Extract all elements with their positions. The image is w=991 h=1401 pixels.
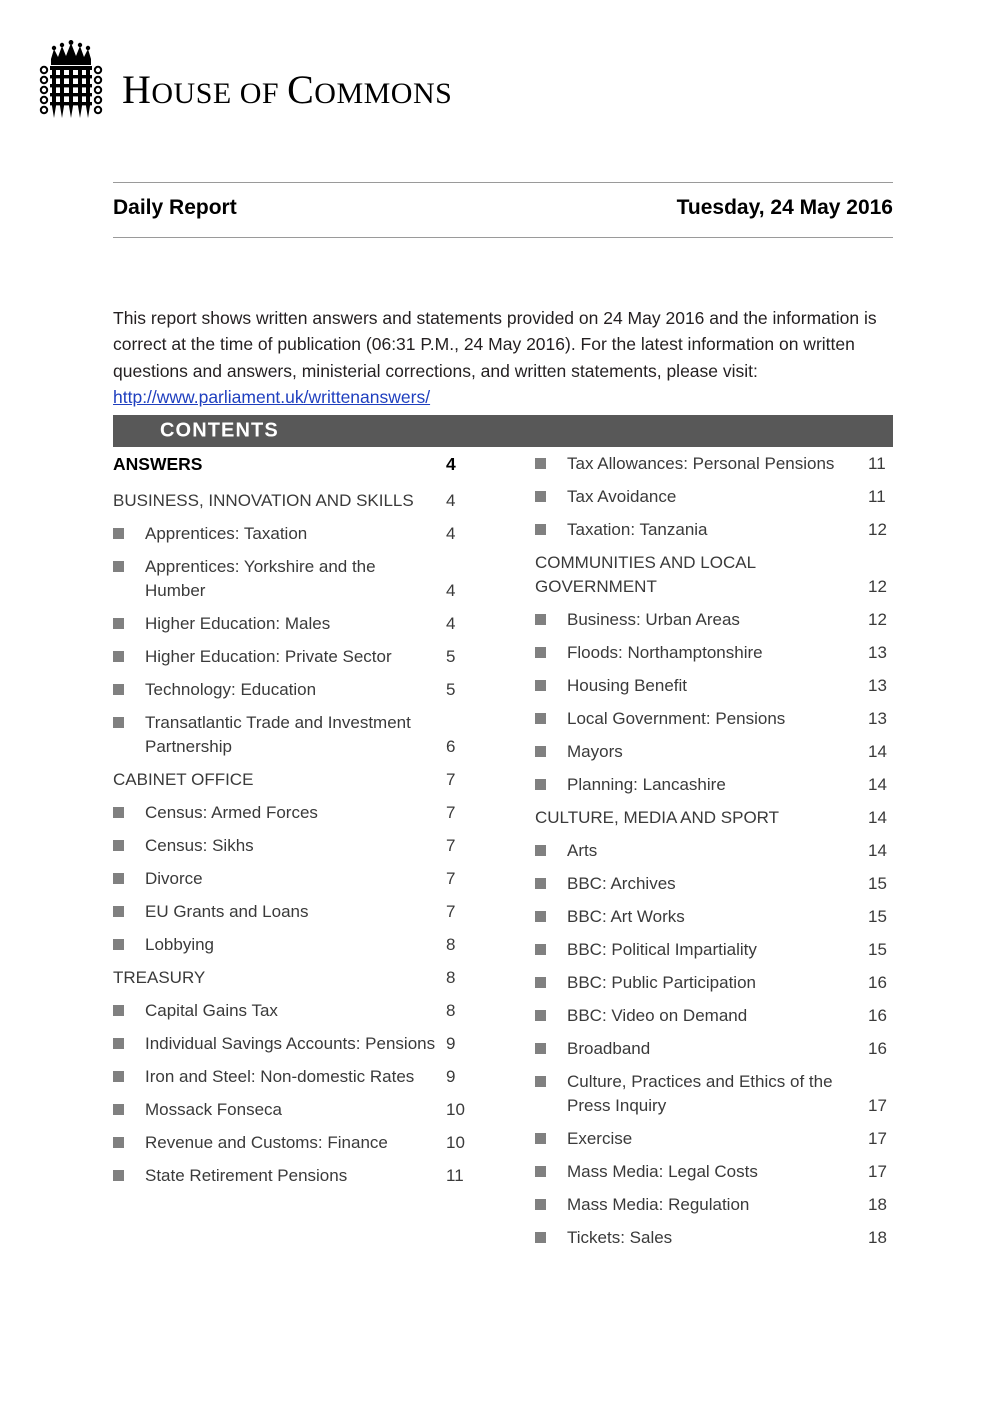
toc-entry[interactable] [113, 867, 480, 891]
toc-bullet-cell [113, 555, 145, 572]
toc-page-number: 6 [446, 737, 456, 756]
toc-page-number: 18 [868, 1228, 887, 1247]
toc-entry[interactable] [535, 1226, 902, 1250]
toc-entry[interactable] [535, 740, 902, 764]
toc-entry[interactable] [113, 1164, 480, 1188]
toc-entry[interactable] [113, 555, 480, 603]
square-bullet-icon [535, 977, 546, 988]
toc-entry[interactable] [535, 485, 902, 509]
square-bullet-icon [113, 651, 124, 662]
toc-entry[interactable] [535, 1037, 902, 1061]
toc-page-number: 17 [868, 1096, 887, 1115]
toc-entry[interactable] [535, 674, 902, 698]
toc-page-number: 9 [446, 1067, 456, 1086]
toc-page-number: 7 [446, 836, 456, 855]
square-bullet-icon [113, 1038, 124, 1049]
toc-entry-label: COMMUNITIES AND LOCAL GOVERNMENT [535, 553, 756, 596]
written-answers-link[interactable]: http://www.parliament.uk/writtenanswers/ [113, 387, 431, 407]
masthead [38, 38, 452, 138]
toc-page-number: 13 [868, 676, 887, 695]
wordmark-h: H [122, 67, 152, 112]
toc-entry-label: Arts [567, 841, 598, 860]
toc-bullet-cell [113, 933, 145, 950]
toc-entry-label: Apprentices: Yorkshire and the Humber [145, 557, 376, 600]
toc-page-number: 17 [868, 1129, 887, 1148]
toc-entry-label: BBC: Art Works [567, 907, 685, 926]
toc-entry-label: Mayors [567, 742, 623, 761]
toc-bullet-cell [113, 612, 145, 629]
wordmark-ouse: OUSE [151, 77, 232, 110]
toc-entry-label: CABINET OFFICE [113, 770, 254, 789]
toc-entry-label: Transatlantic Trade and Investment Partnership [145, 713, 411, 756]
toc-entry-label: Housing Benefit [567, 676, 688, 695]
square-bullet-icon [535, 944, 546, 955]
toc-bullet-cell [113, 522, 145, 539]
toc-left-column [113, 452, 480, 1259]
toc-entry-label: Broadband [567, 1039, 651, 1058]
toc-entry-label: Census: Sikhs [145, 836, 254, 855]
contents-banner-label: CONTENTS [160, 419, 279, 442]
toc-entry-label: BBC: Archives [567, 874, 676, 893]
toc-answers-row [113, 452, 480, 476]
toc-page-number: 10 [446, 1100, 465, 1119]
square-bullet-icon [113, 840, 124, 851]
toc-entry[interactable] [113, 1131, 480, 1155]
toc-entry[interactable] [535, 641, 902, 665]
square-bullet-icon [535, 845, 546, 856]
toc-entry[interactable] [535, 1160, 902, 1184]
toc-page-number: 14 [868, 841, 887, 860]
toc-entry[interactable] [535, 971, 902, 995]
toc-entry-label: BBC: Political Impartiality [567, 940, 757, 959]
toc-bullet-cell [535, 740, 567, 757]
toc-entry[interactable] [535, 872, 902, 896]
toc-section-heading [535, 551, 902, 599]
toc-page-number: 4 [446, 614, 456, 633]
toc-section-heading [113, 489, 480, 513]
toc-page-number: 15 [868, 874, 887, 893]
toc-bullet-cell [535, 1070, 567, 1087]
toc-page-number: 14 [868, 742, 887, 761]
toc-entry[interactable] [113, 522, 480, 546]
toc-page-number: 8 [446, 968, 456, 987]
toc-entry[interactable] [113, 999, 480, 1023]
toc-entry-label: Exercise [567, 1129, 633, 1148]
toc-page-number: 15 [868, 940, 887, 959]
toc-entry[interactable] [535, 905, 902, 929]
square-bullet-icon [113, 906, 124, 917]
toc-entry-label: BBC: Video on Demand [567, 1006, 748, 1025]
toc-bullet-cell [113, 867, 145, 884]
square-bullet-icon [535, 614, 546, 625]
rule-below-title [113, 237, 893, 238]
toc-entry[interactable] [113, 1098, 480, 1122]
toc-entry-label: Apprentices: Taxation [145, 524, 308, 543]
toc-entry[interactable] [535, 839, 902, 863]
toc-bullet-cell [113, 1065, 145, 1082]
toc-entry-label: Mass Media: Legal Costs [567, 1162, 758, 1181]
toc-bullet-cell [535, 1004, 567, 1021]
toc-bullet-cell [113, 1098, 145, 1115]
report-date: Tuesday, 24 May 2016 [676, 196, 893, 219]
square-bullet-icon [113, 873, 124, 884]
toc-bullet-cell [535, 485, 567, 502]
square-bullet-icon [535, 491, 546, 502]
toc-entry-label: Revenue and Customs: Finance [145, 1133, 388, 1152]
toc-page-number: 16 [868, 1039, 887, 1058]
toc-bullet-cell [113, 801, 145, 818]
toc-page-number: 4 [446, 581, 456, 600]
toc-entry-label: Iron and Steel: Non-domestic Rates [145, 1067, 415, 1086]
toc-entry-label: Planning: Lancashire [567, 775, 726, 794]
square-bullet-icon [113, 939, 124, 950]
toc-page-number: 11 [868, 487, 886, 506]
toc-page-number: 4 [446, 491, 456, 510]
toc-page-number: 7 [446, 902, 456, 921]
toc-page-number: 11 [446, 1166, 464, 1185]
toc-bullet-cell [535, 905, 567, 922]
toc-entry-label: Tax Avoidance [567, 487, 677, 506]
toc-bullet-cell [113, 678, 145, 695]
toc-page-number: 11 [868, 454, 886, 473]
toc-page-number: 18 [868, 1195, 887, 1214]
toc-entry[interactable] [113, 801, 480, 825]
toc-page-number: 5 [446, 680, 456, 699]
toc-entry-label: Mossack Fonseca [145, 1100, 282, 1119]
toc-entry[interactable] [113, 1032, 480, 1056]
square-bullet-icon [113, 684, 124, 695]
toc-entry-label: CULTURE, MEDIA AND SPORT [535, 808, 780, 827]
toc-entry-label: EU Grants and Loans [145, 902, 309, 921]
square-bullet-icon [113, 561, 124, 572]
toc-page-number: 4 [446, 524, 456, 543]
toc-right-column [535, 452, 902, 1259]
square-bullet-icon [535, 1043, 546, 1054]
toc-bullet-cell [113, 1032, 145, 1049]
toc-bullet-cell [535, 707, 567, 724]
toc-entry[interactable] [535, 518, 902, 542]
toc-entry[interactable] [535, 1127, 902, 1151]
wordmark [122, 67, 453, 112]
toc-entry-label: Business: Urban Areas [567, 610, 740, 629]
toc-entry-label: BUSINESS, INNOVATION AND SKILLS [113, 491, 414, 510]
toc-section-heading [113, 768, 480, 792]
toc-bullet-cell [113, 834, 145, 851]
page-title: Daily Report [113, 196, 237, 219]
toc-page-number: 5 [446, 647, 456, 666]
wordmark-ommons: OMMONS [314, 77, 453, 110]
square-bullet-icon [113, 807, 124, 818]
rule-above-title [113, 182, 893, 183]
toc-bullet-cell [113, 900, 145, 917]
toc-page-number: 12 [868, 610, 887, 629]
toc-entry-label: Higher Education: Males [145, 614, 331, 633]
square-bullet-icon [535, 878, 546, 889]
toc-page-number: 10 [446, 1133, 465, 1152]
toc-bullet-cell [535, 641, 567, 658]
toc-entry[interactable] [535, 608, 902, 632]
toc-page-number: 16 [868, 1006, 887, 1025]
square-bullet-icon [535, 746, 546, 757]
square-bullet-icon [535, 647, 546, 658]
toc-entry-label: BBC: Public Participation [567, 973, 756, 992]
toc-entry-label: State Retirement Pensions [145, 1166, 348, 1185]
title-row [113, 196, 893, 220]
toc-entry[interactable] [535, 938, 902, 962]
toc-bullet-cell [535, 608, 567, 625]
square-bullet-icon [113, 528, 124, 539]
toc-page-number: 13 [868, 709, 887, 728]
toc-bullet-cell [535, 1160, 567, 1177]
toc-bullet-cell [113, 645, 145, 662]
toc-entry-label: Higher Education: Private Sector [145, 647, 392, 666]
toc-page-number: 4 [446, 454, 456, 474]
square-bullet-icon [535, 680, 546, 691]
toc-entry-label: Tickets: Sales [567, 1228, 673, 1247]
square-bullet-icon [535, 1232, 546, 1243]
toc-entry[interactable] [113, 834, 480, 858]
wordmark-of-text: OF [239, 77, 280, 110]
toc-bullet-cell [113, 711, 145, 728]
toc-page-number: 7 [446, 770, 456, 789]
toc-section-heading [535, 806, 902, 830]
toc-page-number: 15 [868, 907, 887, 926]
square-bullet-icon [113, 1170, 124, 1181]
toc-bullet-cell [113, 1164, 145, 1181]
toc-entry[interactable] [535, 1193, 902, 1217]
toc-entry-label: Divorce [145, 869, 203, 888]
square-bullet-icon [113, 618, 124, 629]
contents-banner [113, 415, 893, 447]
toc-entry[interactable] [113, 645, 480, 669]
toc-bullet-cell [535, 1193, 567, 1210]
toc-page-number: 14 [868, 775, 887, 794]
toc-entry-label: Lobbying [145, 935, 215, 954]
toc-page-number: 8 [446, 1001, 456, 1020]
toc-section-heading [113, 966, 480, 990]
toc-page-number: 8 [446, 935, 456, 954]
toc-entry[interactable] [113, 711, 480, 759]
square-bullet-icon [535, 713, 546, 724]
square-bullet-icon [535, 779, 546, 790]
portcullis-crown-icon [38, 40, 104, 136]
toc-entry-label: ANSWERS [113, 454, 203, 474]
square-bullet-icon [113, 1005, 124, 1016]
wordmark-c: C [287, 67, 315, 112]
toc-entry-label: Local Government: Pensions [567, 709, 786, 728]
square-bullet-icon [535, 1199, 546, 1210]
square-bullet-icon [535, 524, 546, 535]
toc-entry[interactable] [535, 1004, 902, 1028]
toc-bullet-cell [535, 452, 567, 469]
toc-page-number: 14 [868, 808, 887, 827]
toc-bullet-cell [113, 1131, 145, 1148]
intro-text: This report shows written answers and statements provided on 24 May 2016 and the information is correct at the time of publication (06:31 P.M., 24 May 2016). For the latest information on written questions and answers, ministerial corrections, and written statements, please visit: [113, 307, 877, 381]
toc-page-number: 12 [868, 520, 887, 539]
square-bullet-icon [535, 1166, 546, 1177]
toc-bullet-cell [535, 773, 567, 790]
toc-entry[interactable] [535, 452, 902, 476]
wordmark-of [232, 77, 240, 110]
toc-entry-label: TREASURY [113, 968, 206, 987]
toc-entry-label: Census: Armed Forces [145, 803, 318, 822]
toc-entry[interactable] [113, 1065, 480, 1089]
toc-page-number: 7 [446, 869, 456, 888]
toc-entry[interactable] [113, 933, 480, 957]
toc-bullet-cell [535, 1127, 567, 1144]
toc-bullet-cell [535, 674, 567, 691]
wordmark-space2 [279, 77, 287, 110]
toc-bullet-cell [535, 938, 567, 955]
toc-page-number: 13 [868, 643, 887, 662]
toc-bullet-cell [535, 839, 567, 856]
toc-entry[interactable] [535, 707, 902, 731]
toc-entry[interactable] [113, 612, 480, 636]
toc-entry-label: Individual Savings Accounts: Pensions [145, 1034, 436, 1053]
toc-bullet-cell [535, 1037, 567, 1054]
toc-entry-label: Culture, Practices and Ethics of the Press Inquiry [567, 1072, 833, 1115]
toc-entry[interactable] [113, 900, 480, 924]
square-bullet-icon [535, 1076, 546, 1087]
toc-page-number: 12 [868, 577, 887, 596]
square-bullet-icon [535, 1010, 546, 1021]
square-bullet-icon [113, 1104, 124, 1115]
toc-entry-label: Tax Allowances: Personal Pensions [567, 454, 835, 473]
toc-entry-label: Taxation: Tanzania [567, 520, 708, 539]
table-of-contents [113, 452, 903, 1259]
toc-entry-label: Capital Gains Tax [145, 1001, 278, 1020]
toc-bullet-cell [535, 971, 567, 988]
intro-paragraph [113, 305, 885, 411]
toc-entry[interactable] [535, 1070, 902, 1118]
toc-entry[interactable] [113, 678, 480, 702]
square-bullet-icon [535, 1133, 546, 1144]
toc-page-number: 17 [868, 1162, 887, 1181]
square-bullet-icon [113, 1137, 124, 1148]
toc-entry-label: Mass Media: Regulation [567, 1195, 750, 1214]
toc-page-number: 9 [446, 1034, 456, 1053]
square-bullet-icon [113, 1071, 124, 1082]
toc-entry-label: Floods: Northamptonshire [567, 643, 763, 662]
toc-bullet-cell [113, 999, 145, 1016]
toc-bullet-cell [535, 872, 567, 889]
toc-bullet-cell [535, 1226, 567, 1243]
toc-page-number: 16 [868, 973, 887, 992]
square-bullet-icon [535, 911, 546, 922]
toc-entry[interactable] [535, 773, 902, 797]
toc-entry-label: Technology: Education [145, 680, 317, 699]
toc-bullet-cell [535, 518, 567, 535]
square-bullet-icon [113, 717, 124, 728]
square-bullet-icon [535, 458, 546, 469]
toc-page-number: 7 [446, 803, 456, 822]
